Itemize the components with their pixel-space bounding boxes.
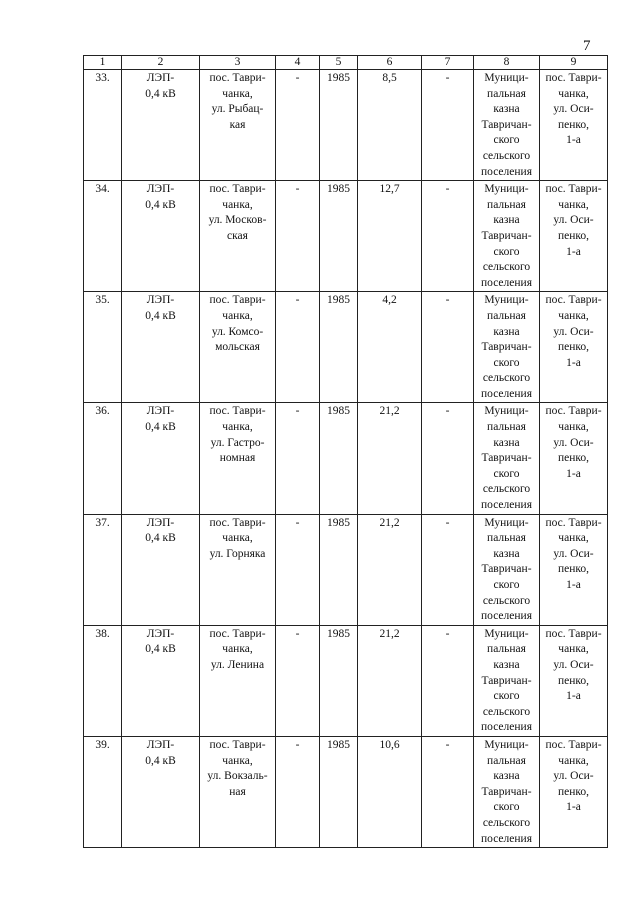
location-line: чанка, (222, 643, 253, 656)
owner-line: поселения (481, 721, 532, 734)
owner-line: пальная (487, 421, 526, 434)
location-line: пос. Таври- (209, 405, 266, 418)
location-line: мольская (215, 341, 260, 354)
header-cell: 9 (540, 56, 608, 70)
owner-line: сельского (482, 483, 531, 496)
value-cell: 10,6 (358, 736, 422, 847)
location-cell (200, 181, 276, 292)
page-number: 7 (583, 38, 591, 54)
owner-line: Тавричан- (481, 452, 532, 465)
location-line: чанка, (222, 532, 253, 545)
row-number-cell: 38. (84, 625, 122, 736)
location-line: номная (219, 452, 256, 465)
registry-table (83, 55, 608, 848)
owner-cell (474, 403, 540, 514)
year-cell: 1985 (320, 403, 358, 514)
object-name-cell (122, 70, 200, 181)
owner-line: Муници- (484, 738, 529, 751)
holder-address-cell (540, 625, 608, 736)
object-name-cell (122, 625, 200, 736)
holder-address-line: чанка, (558, 87, 589, 100)
table-row (84, 736, 608, 847)
object-name-cell (122, 292, 200, 403)
column-7-cell: - (422, 403, 474, 514)
owner-line: ского (493, 356, 520, 369)
owner-line: Муници- (484, 183, 529, 196)
column-4-cell: - (276, 70, 320, 181)
location-cell (200, 736, 276, 847)
object-name-line: ЛЭП- (146, 627, 175, 640)
owner-line: сельского (482, 816, 531, 829)
header-cell: 5 (320, 56, 358, 70)
owner-cell (474, 625, 540, 736)
owner-line: казна (493, 770, 520, 783)
table-row (84, 625, 608, 736)
object-name-line: 0,4 кВ (145, 198, 176, 211)
table-row (84, 292, 608, 403)
owner-line: Муници- (484, 405, 529, 418)
column-7-cell: - (422, 625, 474, 736)
column-7-cell: - (422, 514, 474, 625)
header-cell: 1 (84, 56, 122, 70)
holder-address-line: пенко, (557, 563, 590, 576)
location-cell (200, 292, 276, 403)
location-line: чанка, (222, 754, 253, 767)
holder-address-line: пенко, (557, 674, 590, 687)
holder-address-line: пос. Таври- (545, 405, 602, 418)
owner-line: пальная (487, 754, 526, 767)
row-number-cell: 35. (84, 292, 122, 403)
object-name-line: 0,4 кВ (145, 754, 176, 767)
location-line: ул. Горняка (209, 547, 266, 560)
object-name-line: ЛЭП- (146, 405, 175, 418)
location-cell (200, 403, 276, 514)
holder-address-line: ул. Оси- (553, 214, 594, 227)
table-row (84, 403, 608, 514)
owner-line: ского (493, 801, 520, 814)
holder-address-line: пенко, (557, 785, 590, 798)
object-name-line: ЛЭП- (146, 183, 175, 196)
location-cell (200, 70, 276, 181)
table-row (84, 514, 608, 625)
owner-line: поселения (481, 276, 532, 289)
value-cell: 12,7 (358, 181, 422, 292)
owner-line: ского (493, 690, 520, 703)
column-4-cell: - (276, 181, 320, 292)
value-cell: 8,5 (358, 70, 422, 181)
owner-line: казна (493, 436, 520, 449)
holder-address-line: чанка, (558, 643, 589, 656)
owner-line: Муници- (484, 627, 529, 640)
header-cell: 3 (200, 56, 276, 70)
owner-line: Тавричан- (481, 563, 532, 576)
column-7-cell: - (422, 736, 474, 847)
object-name-cell (122, 514, 200, 625)
holder-address-line: 1-а (566, 579, 581, 591)
header-row (84, 56, 608, 70)
object-name-line: ЛЭП- (146, 738, 175, 751)
table-body (84, 70, 608, 848)
object-name-cell (122, 403, 200, 514)
holder-address-line: чанка, (558, 421, 589, 434)
holder-address-line: 1-а (566, 467, 581, 480)
owner-line: Тавричан- (481, 785, 532, 798)
location-cell (200, 625, 276, 736)
value-cell: 4,2 (358, 292, 422, 403)
holder-address-line: ул. Оси- (553, 436, 594, 449)
table-header (84, 56, 608, 70)
object-name-line: 0,4 кВ (145, 87, 176, 100)
owner-line: казна (493, 325, 520, 338)
column-4-cell: - (276, 736, 320, 847)
object-name-line: ЛЭП- (146, 516, 175, 529)
object-name-cell (122, 736, 200, 847)
holder-address-line: 1-а (566, 690, 581, 703)
location-line: пос. Таври- (209, 72, 266, 84)
owner-line: ского (493, 134, 520, 147)
column-4-cell: - (276, 403, 320, 514)
row-number-cell: 37. (84, 514, 122, 625)
object-name-cell (122, 181, 200, 292)
holder-address-line: пос. Таври- (545, 627, 602, 640)
holder-address-line: пос. Таври- (545, 183, 602, 196)
owner-line: ского (493, 579, 520, 591)
owner-line: пальная (487, 309, 526, 322)
holder-address-line: чанка, (558, 309, 589, 322)
year-cell: 1985 (320, 625, 358, 736)
owner-line: поселения (481, 499, 532, 512)
holder-address-line: пенко, (557, 229, 590, 242)
location-line: чанка, (222, 309, 253, 322)
owner-line: Тавричан- (481, 341, 532, 354)
value-cell: 21,2 (358, 625, 422, 736)
table-row (84, 70, 608, 181)
owner-line: сельского (482, 705, 531, 718)
location-line: ул. Москов- (208, 214, 267, 227)
holder-address-cell (540, 403, 608, 514)
owner-line: Тавричан- (481, 118, 532, 131)
holder-address-line: ул. Оси- (553, 103, 594, 116)
value-cell: 21,2 (358, 514, 422, 625)
holder-address-cell (540, 736, 608, 847)
holder-address-line: 1-а (566, 134, 581, 147)
owner-line: сельского (482, 372, 531, 385)
owner-line: казна (493, 103, 520, 116)
object-name-line: 0,4 кВ (145, 309, 176, 322)
holder-address-line: ул. Оси- (553, 770, 594, 783)
year-cell: 1985 (320, 292, 358, 403)
column-4-cell: - (276, 514, 320, 625)
year-cell: 1985 (320, 736, 358, 847)
column-4-cell: - (276, 292, 320, 403)
row-number-cell: 39. (84, 736, 122, 847)
holder-address-line: пенко, (557, 341, 590, 354)
owner-line: поселения (481, 832, 532, 845)
header-cell: 2 (122, 56, 200, 70)
location-line: чанка, (222, 421, 253, 434)
owner-cell (474, 181, 540, 292)
owner-line: Тавричан- (481, 229, 532, 242)
holder-address-line: пос. Таври- (545, 294, 602, 307)
owner-line: Муници- (484, 516, 529, 529)
holder-address-line: 1-а (566, 356, 581, 369)
holder-address-line: пос. Таври- (545, 516, 602, 529)
column-7-cell: - (422, 181, 474, 292)
object-name-line: 0,4 кВ (145, 532, 176, 545)
owner-line: ского (493, 467, 520, 480)
owner-line: поселения (481, 610, 532, 623)
object-name-line: 0,4 кВ (145, 643, 176, 656)
location-line: пос. Таври- (209, 516, 266, 529)
holder-address-line: чанка, (558, 754, 589, 767)
location-line: ная (229, 785, 246, 798)
row-number-cell: 34. (84, 181, 122, 292)
owner-line: пальная (487, 532, 526, 545)
header-cell: 4 (276, 56, 320, 70)
holder-address-line: ул. Оси- (553, 325, 594, 338)
owner-line: казна (493, 658, 520, 671)
holder-address-line: 1-а (566, 245, 581, 258)
owner-cell (474, 514, 540, 625)
value-cell: 21,2 (358, 403, 422, 514)
holder-address-line: ул. Оси- (553, 658, 594, 671)
owner-cell (474, 292, 540, 403)
table-row (84, 181, 608, 292)
location-line: ул. Вокзаль- (207, 770, 268, 783)
location-line: ул. Гастро- (210, 436, 265, 449)
owner-line: Муници- (484, 294, 529, 307)
holder-address-line: ул. Оси- (553, 547, 594, 560)
location-line: пос. Таври- (209, 627, 266, 640)
year-cell: 1985 (320, 514, 358, 625)
owner-line: казна (493, 547, 520, 560)
year-cell: 1985 (320, 181, 358, 292)
header-cell: 8 (474, 56, 540, 70)
column-4-cell: - (276, 625, 320, 736)
location-line: кая (229, 118, 246, 131)
holder-address-line: чанка, (558, 532, 589, 545)
owner-line: Муници- (484, 72, 529, 84)
owner-line: сельского (482, 149, 531, 162)
location-line: пос. Таври- (209, 183, 266, 196)
row-number-cell: 33. (84, 70, 122, 181)
year-cell: 1985 (320, 70, 358, 181)
owner-line: сельского (482, 594, 531, 607)
holder-address-line: чанка, (558, 198, 589, 211)
owner-line: Тавричан- (481, 674, 532, 687)
location-line: ул. Рыбац- (211, 103, 264, 116)
location-line: пос. Таври- (209, 738, 266, 751)
holder-address-cell (540, 70, 608, 181)
owner-line: пальная (487, 198, 526, 211)
holder-address-cell (540, 514, 608, 625)
holder-address-line: пенко, (557, 452, 590, 465)
object-name-line: ЛЭП- (146, 72, 175, 84)
column-7-cell: - (422, 70, 474, 181)
column-7-cell: - (422, 292, 474, 403)
holder-address-line: пос. Таври- (545, 72, 602, 84)
owner-line: пальная (487, 87, 526, 100)
location-line: чанка, (222, 87, 253, 100)
object-name-line: 0,4 кВ (145, 421, 176, 434)
row-number-cell: 36. (84, 403, 122, 514)
holder-address-cell (540, 181, 608, 292)
location-line: ская (227, 229, 248, 242)
owner-line: пальная (487, 643, 526, 656)
owner-line: ского (493, 245, 520, 258)
holder-address-cell (540, 292, 608, 403)
location-line: пос. Таври- (209, 294, 266, 307)
owner-cell (474, 70, 540, 181)
holder-address-line: пос. Таври- (545, 738, 602, 751)
header-cell: 6 (358, 56, 422, 70)
holder-address-line: 1-а (566, 801, 581, 814)
owner-line: поселения (481, 387, 532, 400)
location-line: чанка, (222, 198, 253, 211)
holder-address-line: пенко, (557, 118, 590, 131)
location-line: ул. Комсо- (211, 325, 264, 338)
owner-line: сельского (482, 261, 531, 274)
object-name-line: ЛЭП- (146, 294, 175, 307)
owner-cell (474, 736, 540, 847)
location-cell (200, 514, 276, 625)
owner-line: поселения (481, 165, 532, 178)
header-cell: 7 (422, 56, 474, 70)
owner-line: казна (493, 214, 520, 227)
location-line: ул. Ленина (210, 658, 265, 671)
